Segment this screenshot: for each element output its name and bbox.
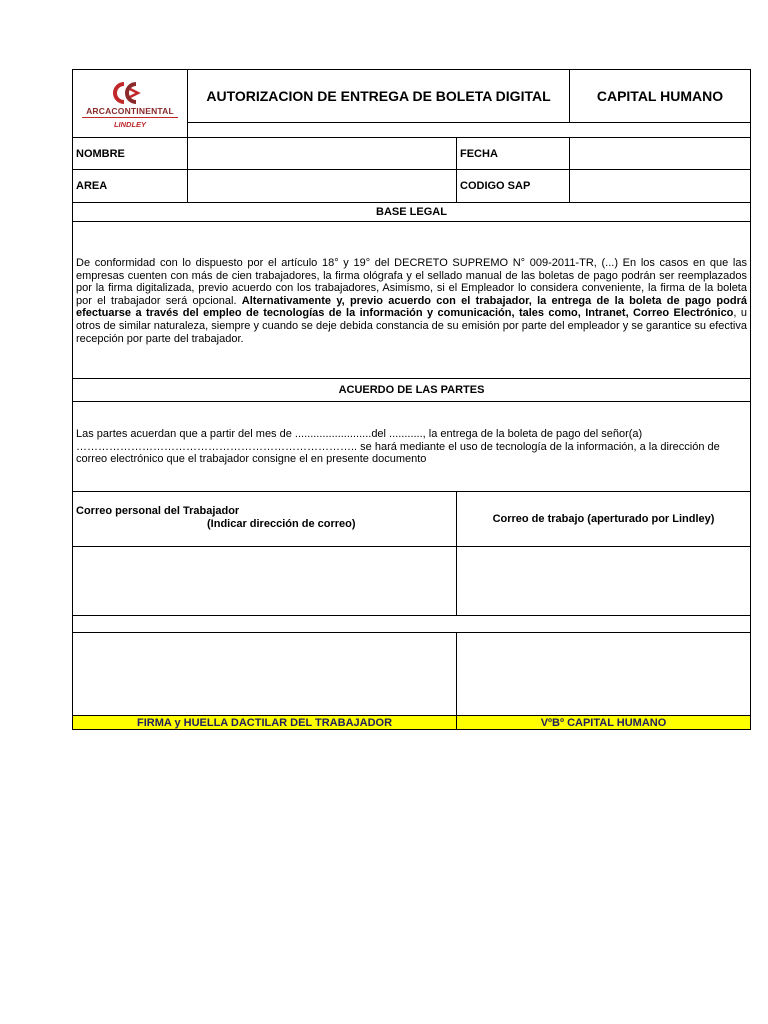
fecha-label [456, 137, 569, 169]
vobo-capital-humano-label-text: VºBº CAPITAL HUMANO [540, 716, 667, 729]
correo-personal-hint: (Indicar dirección de correo) [207, 518, 356, 530]
firma-trabajador-label-text: FIRMA y HUELLA DACTILAR DEL TRABAJADOR [136, 716, 393, 729]
form-frame [72, 69, 751, 730]
correo-personal-field[interactable] [73, 546, 456, 615]
acuerdo-body [73, 401, 750, 491]
department-title [569, 70, 750, 122]
correo-trabajo-label: Correo de trabajo (aperturado por Lindley) [492, 513, 715, 525]
area-label [73, 169, 187, 202]
arcacontinental-logo-icon [110, 80, 150, 106]
logo-brand-text: ARCACONTINENTAL [86, 105, 174, 116]
correo-trabajo-field[interactable] [456, 546, 750, 615]
firma-trabajador-label [73, 715, 456, 729]
base-legal-body [73, 221, 750, 378]
area-field[interactable] [187, 169, 456, 202]
vobo-capital-humano-label [456, 715, 750, 729]
nombre-label [73, 137, 187, 169]
nombre-label-text: NOMBRE [76, 147, 125, 160]
acuerdo-paragraph [74, 428, 749, 466]
base-legal-text-1: De conformidad con lo dispuesto por el artículo 18° y 19° del DECRETO SUPREMO N° 009-2011-TR, (...) En los casos en que las empresas cuenten con más de cien trabajadores, la firma ológrafa y el sellado manual de las boletas de pago podrán ser reemplazados por la firma digitalizada, previo acuerdo con los trabajadores, Asimismo, si el Empleador lo considera conveniente, la firma de la boleta por el trabajador será opcional. [76, 257, 747, 307]
acuerdo-heading-text: ACUERDO DE LAS PARTES [338, 384, 485, 396]
base-legal-heading-text: BASE LEGAL [376, 206, 447, 218]
fecha-field[interactable] [569, 137, 750, 169]
correo-personal-label: Correo personal del Trabajador [76, 505, 240, 517]
correo-trabajo-label-cell [456, 491, 750, 546]
page-title [187, 70, 569, 122]
acuerdo-text: Las partes acuerdan que a partir del mes de .........................del ..........., la entrega de la boleta de pago del señor(a) ………………………………………………………………….. se hará mediante el uso de tecnología de la información, a la dirección de correo electrónico que el trabajador consigne el en presente documento [76, 428, 720, 466]
vobo-capital-humano-box[interactable] [456, 632, 750, 715]
firma-trabajador-box[interactable] [73, 632, 456, 715]
logo-cell [73, 70, 187, 138]
base-legal-text-2: , u otros de similar naturaleza, siempre y cuando se deje debida constancia de su emisión por parte del empleador y se garantice su efectiva recepción por parte del trabajador. [76, 307, 747, 345]
department-title-text: CAPITAL HUMANO [596, 88, 724, 104]
spacer-row [73, 615, 750, 632]
fecha-label-text: FECHA [460, 147, 498, 160]
codigo-sap-field[interactable] [569, 169, 750, 202]
correo-personal-label-cell [73, 491, 456, 546]
header-subrow [187, 122, 750, 138]
acuerdo-heading [73, 378, 750, 401]
base-legal-heading [73, 202, 750, 221]
codigo-sap-label [456, 169, 569, 202]
area-label-text: AREA [76, 180, 108, 192]
logo-sub-text: LINDLEY [113, 119, 147, 129]
base-legal-text-bold: Alternativamente y, previo acuerdo con el trabajador, la entrega de la boleta de pago podrá efectuarse a través del empleo de tecnologías de la información y comunicación, tales como, Intranet, Correo Electrónico [76, 294, 747, 320]
codigo-sap-label-text: CODIGO SAP [460, 180, 531, 192]
page-title-text: AUTORIZACION DE ENTREGA DE BOLETA DIGITAL [206, 88, 551, 104]
base-legal-paragraph [74, 257, 749, 345]
nombre-field[interactable] [187, 137, 456, 169]
